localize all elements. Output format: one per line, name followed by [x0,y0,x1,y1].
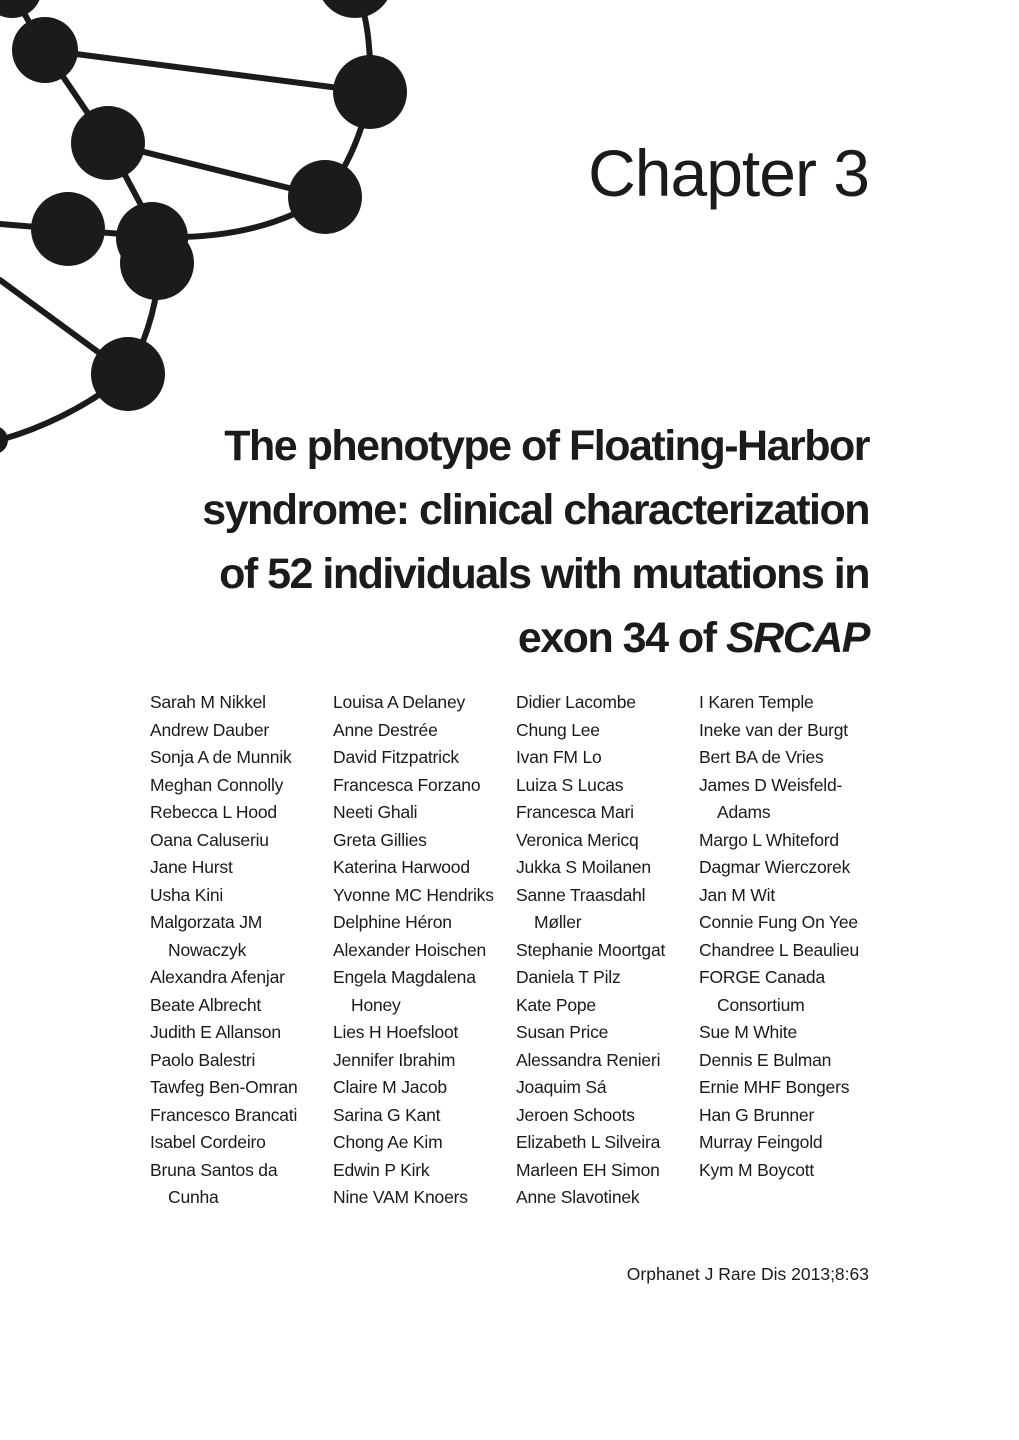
author-name: Jan M Wit [699,884,775,905]
author-name: Sanne Traasdahl Møller [516,884,646,932]
author-name: Alexander Hoischen [333,939,487,960]
author-name: Jukka S Moilanen [516,857,651,877]
author-name: Meghan Connolly [150,774,284,795]
author-name: Luiza S Lucas [516,774,624,795]
author-name: Oana Caluseriu [150,829,269,850]
author-name: Stephanie Moortgat [516,939,666,960]
author-name: Sarina G Kant [333,1104,441,1125]
author-name: Kym M Boycott [699,1159,815,1180]
molecule-atom [333,55,407,129]
author-name: Chandree L Beaulieu [699,939,859,960]
author-name: Sonja A de Munnik [150,747,292,767]
author-name: Murray Feingold [699,1132,823,1152]
author-name: Claire M Jacob [333,1077,447,1097]
author-name: Usha Kini [150,884,224,905]
author-name: Francesca Mari [516,802,634,822]
author-name: Alessandra Renieri [516,1049,661,1070]
author-name: Joaquim Sá [516,1077,607,1097]
article-title [149,414,869,670]
author-name: Ernie MHF Bongers [699,1077,850,1097]
author-column-2 [333,689,516,1212]
journal-citation: Orphanet J Rare Dis 2013;8:63 [626,1264,869,1284]
author-name: Bert BA de Vries [699,747,824,767]
author-name: Greta Gillies [333,829,427,850]
author-name: Sarah M Nikkel [150,692,266,712]
chapter-heading: Chapter 3 [588,136,869,210]
author-name: Sue M White [699,1022,797,1042]
author-name: Francesco Brancati [150,1104,298,1125]
author-name: Jennifer Ibrahim [333,1049,456,1070]
author-name: James D Weisfeld-Adams [699,774,843,822]
author-name: Louisa A Delaney [333,692,466,712]
author-name: Daniela T Pilz [516,967,621,987]
author-name: Anne Destrée [333,719,438,740]
author-name: Edwin P Kirk [333,1159,430,1180]
author-name: Connie Fung On Yee [699,912,858,932]
molecule-bond [45,50,370,92]
title-line-4 [149,606,869,670]
author-name: Jane Hurst [150,857,233,877]
author-name: Susan Price [516,1022,609,1042]
molecule-atom [31,192,105,266]
author-name: Neeti Ghali [333,802,418,822]
author-name: Bruna Santos da Cunha [150,1159,278,1207]
author-name: Yvonne MC Hendriks [333,884,494,905]
author-name: Rebecca L Hood [150,802,277,822]
author-name: Lies H Hoefsloot [333,1022,459,1042]
molecule-decoration [0,0,440,470]
gene-name: SRCAP [725,614,869,662]
author-name: Dagmar Wierczorek [699,857,851,877]
author-name: Judith E Allanson [150,1022,281,1042]
author-name: Jeroen Schoots [516,1104,635,1125]
title-line-1: The phenotype of Floating-Harbor [224,422,869,470]
author-name: Katerina Harwood [333,857,470,877]
author-name: Ineke van der Burgt [699,719,848,740]
author-name: Chung Lee [516,719,600,740]
author-name: Veronica Mericq [516,829,639,850]
author-column-3 [516,689,699,1212]
author-name: Margo L Whiteford [699,829,839,850]
author-name: I Karen Temple [699,692,814,712]
author-name: Dennis E Bulman [699,1049,832,1070]
molecule-atom [0,0,42,18]
author-name: Engela Magdalena Honey [333,967,476,1015]
author-list [150,689,890,1212]
molecule-atom [0,426,8,454]
molecule-atom [71,106,145,180]
author-name: Chong Ae Kim [333,1132,443,1152]
author-name: Anne Slavotinek [516,1187,640,1207]
author-name: David Fitzpatrick [333,747,459,767]
author-name: Elizabeth L Silveira [516,1132,661,1152]
author-name: Marleen EH Simon [516,1159,660,1180]
title-line-2: syndrome: clinical characterization [202,486,869,534]
molecule-atom [317,0,393,18]
author-name: Alexandra Afenjar [150,967,285,987]
author-name: Han G Brunner [699,1104,815,1125]
author-name: Isabel Cordeiro [150,1132,266,1152]
author-name: Paolo Balestri [150,1049,256,1070]
author-name: Andrew Dauber [150,719,269,740]
author-name: Ivan FM Lo [516,747,602,767]
title-line-3: of 52 individuals with mutations in [219,550,869,598]
author-name: Nine VAM Knoers [333,1187,468,1207]
author-name: FORGE Canada Consortium [699,967,825,1015]
molecule-atom [120,226,194,300]
author-column-4 [699,689,882,1212]
author-name: Kate Pope [516,994,596,1015]
author-name: Tawfeg Ben-Omran [150,1077,298,1097]
molecule-atom [91,337,165,411]
molecule-atom [12,17,78,83]
title-line-4-prefix: exon 34 of [517,614,726,662]
author-name: Beate Albrecht [150,994,262,1015]
author-name: Delphine Héron [333,912,452,932]
author-name: Didier Lacombe [516,692,636,712]
author-column-1 [150,689,333,1212]
author-name: Francesca Forzano [333,774,481,795]
molecule-atom [288,160,362,234]
author-name: Malgorzata JM Nowaczyk [150,912,263,960]
